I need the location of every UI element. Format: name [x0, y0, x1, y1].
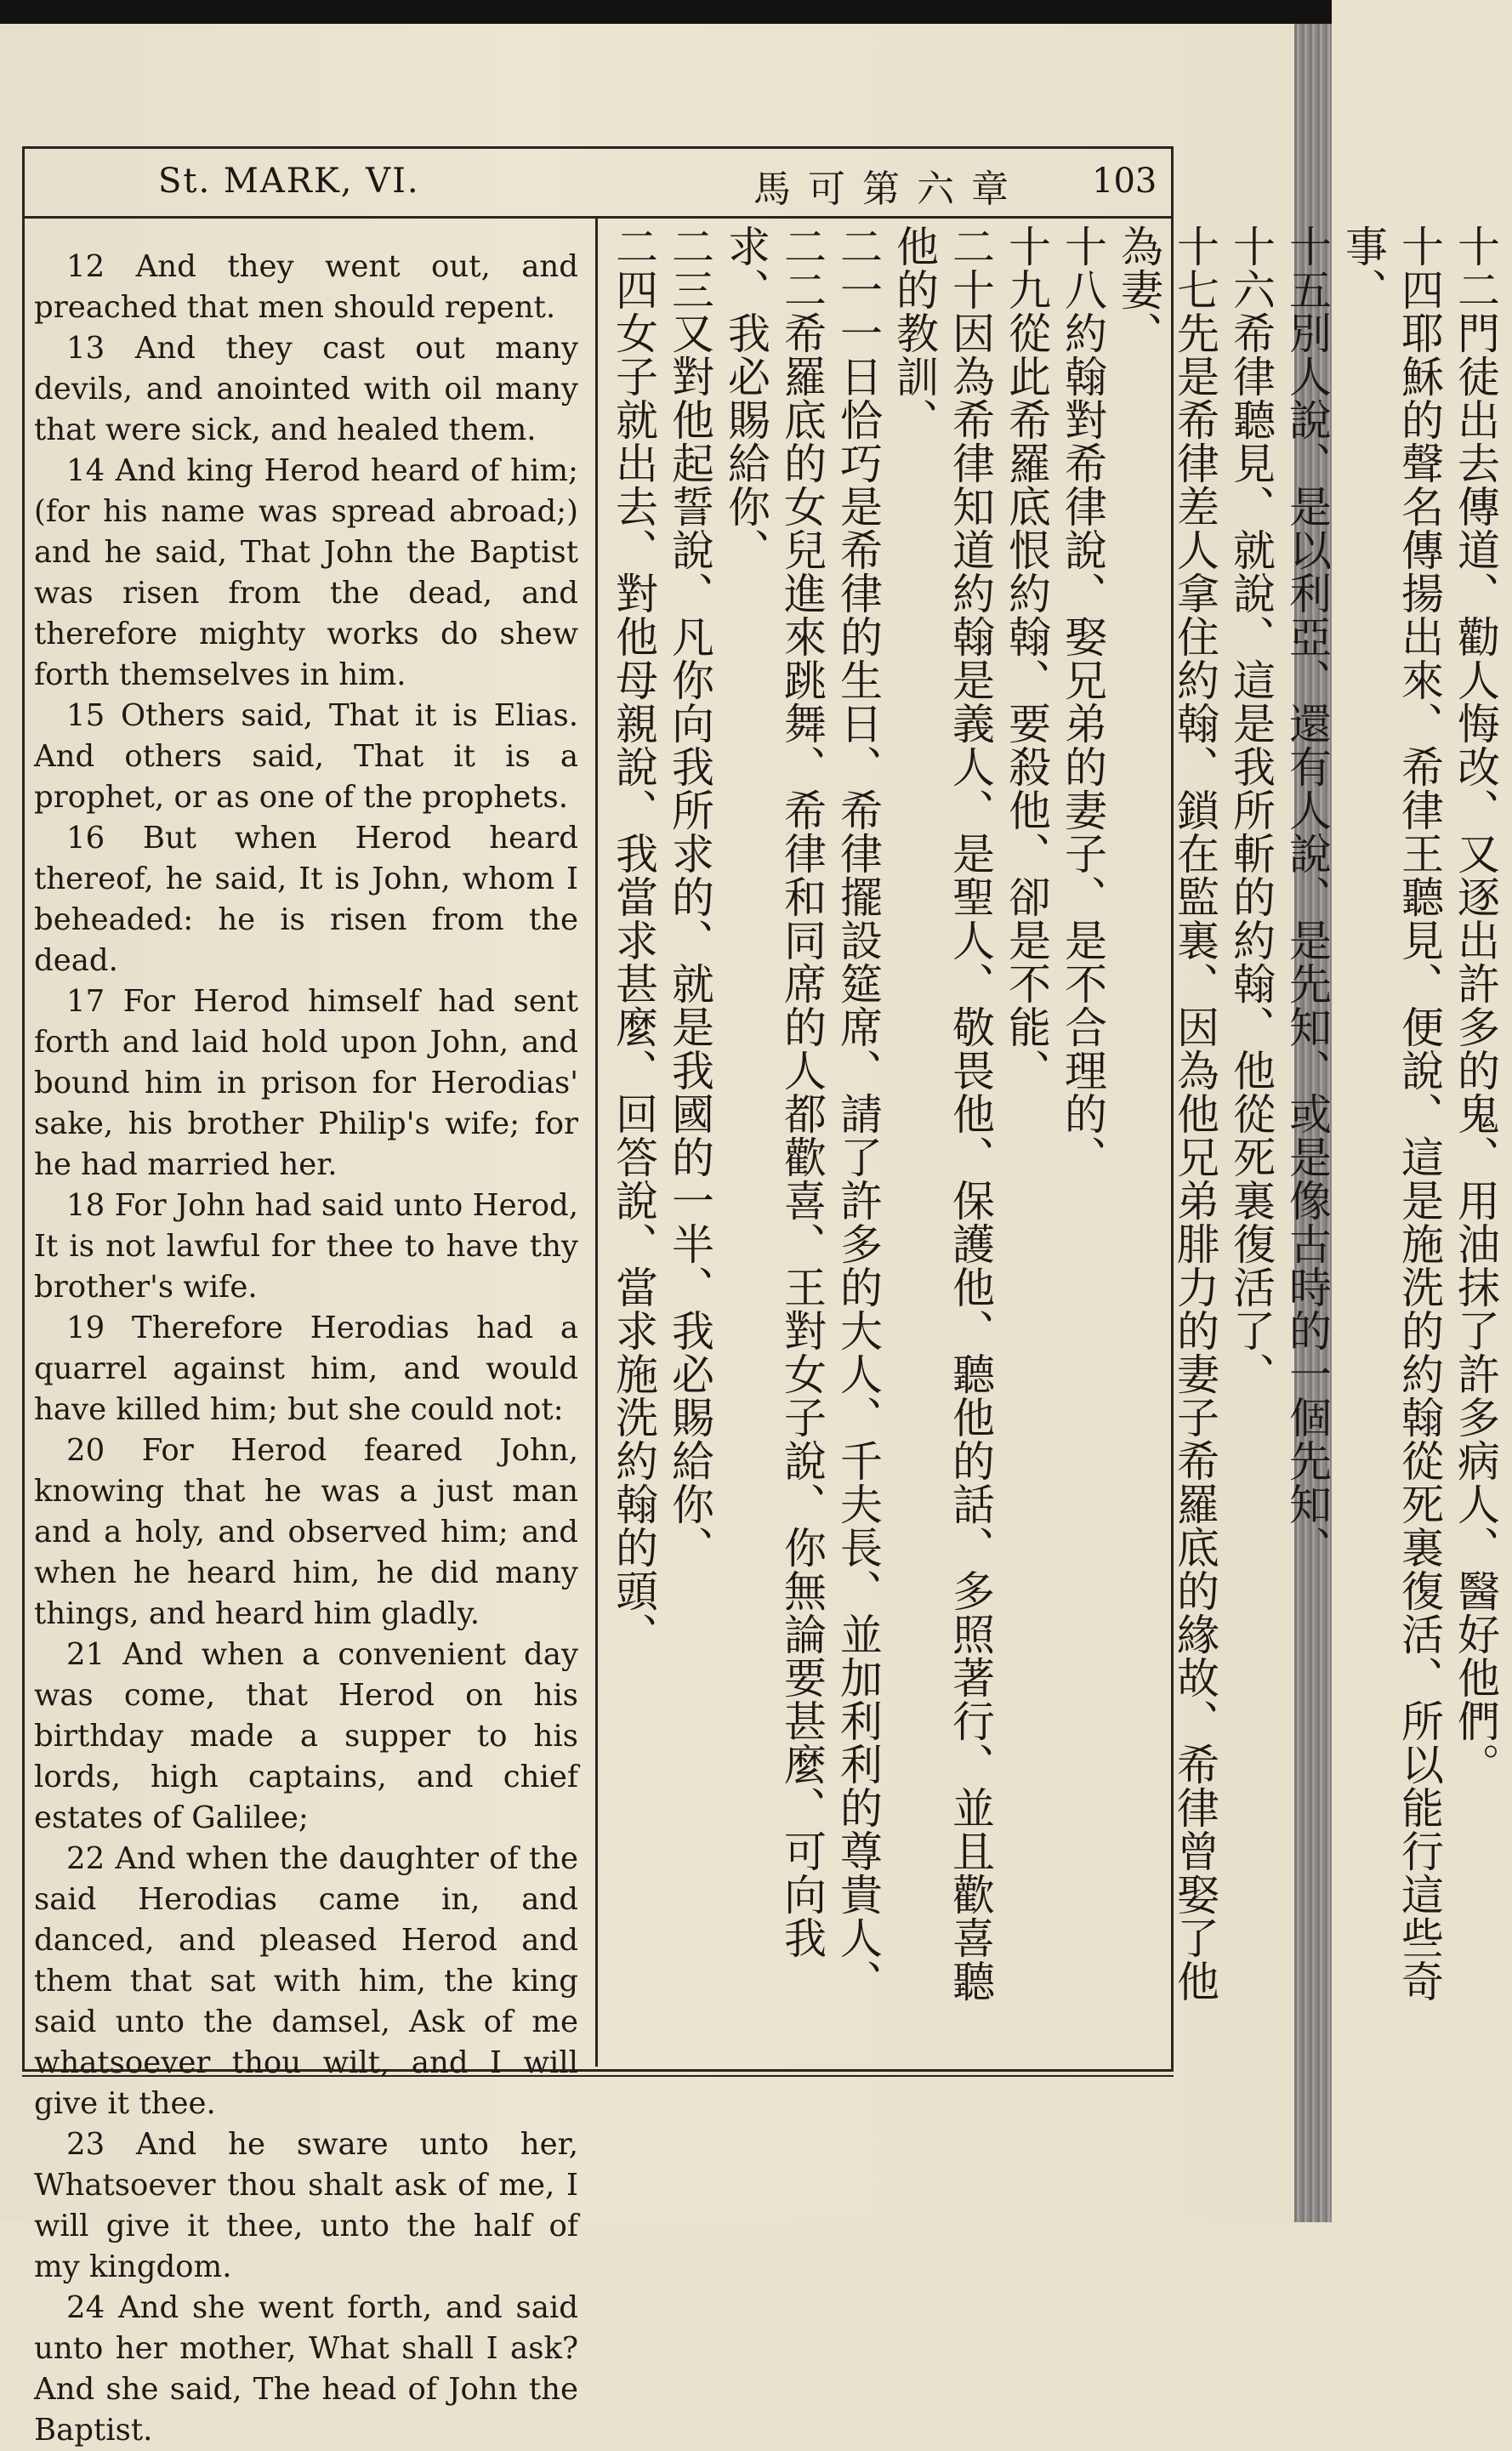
verse-21-en: 21 And when a convenient day was come, that Herod on his birthday made a supper to his lords, high captains, and chief estates of Galilee; [34, 1637, 578, 1835]
verse-24-en: 24 And she went forth, and said unto her mother, What shall I ask? And she said, The head of John the Baptist. [34, 2290, 578, 2448]
verse-14-en: 14 And king Herod heard of him; (for his name was spread abroad;) and he said, That John the Baptist was risen from the dead, and therefore mighty works do shew forth themselves in him. [34, 453, 578, 692]
chinese-column [605, 225, 1500, 2057]
zh-verse-23: 二三又對他起誓說、凡你向我所求的、就是我國的一半、我必賜給你、 [665, 225, 714, 1569]
verse-12-en: 12 And they went out, and preached that men should repent. [34, 249, 578, 325]
verse-18-en: 18 For John had said unto Herod, It is not lawful for thee to have thy brother's wife. [34, 1188, 578, 1305]
english-column [34, 247, 578, 2451]
zh-verse-24: 二四女子就出去、對他母親說、我當求甚麼、回答說、當求施洗約翰的頭、 [609, 225, 658, 1656]
zh-verse-21: 二一一日恰巧是希律的生日、希律擺設筵席、請了許多的大人、千夫長、並加利利的尊貴人、 [833, 225, 883, 2003]
scan-top-border [0, 0, 1332, 24]
verse-13-en: 13 And they cast out many devils, and anointed with oil many that were sick, and healed them. [34, 331, 578, 447]
header-title-chinese: 馬可第六章 [753, 168, 1026, 211]
zh-verse-19: 十九從此希羅底恨約翰、要殺他、卻是不能、 [1002, 225, 1051, 1092]
verse-17-en: 17 For Herod himself had sent forth and laid hold upon John, and bound him in prison for Herodias' sake, his brother Philip's wife; for he had married her. [34, 984, 578, 1182]
verse-23-en: 23 And he sware unto her, Whatsoever thou shalt ask of me, I will give it thee, unto the half of my kingdom. [34, 2127, 578, 2284]
zh-verse-20: 二十因為希律知道約翰是義人、是聖人、敬畏他、保護他、聽他的話、多照著行、並且歡喜聽他的教訓、 [890, 225, 995, 2003]
verse-15-en: 15 Others said, That it is Elias. And others said, That it is a prophet, or as one of the prophets. [34, 698, 578, 815]
header-title-english: St. MARK, VI. [158, 162, 420, 201]
zh-verse-14: 十四耶穌的聲名傳揚出來、希律王聽見、便說、這是施洗的約翰從死裏復活、所以能行這些奇事、 [1339, 225, 1444, 2003]
verse-22-en: 22 And when the daughter of the said Herodias came in, and danced, and pleased Herod and them that sat with him, the king said unto the damsel, Ask of me whatsoever thou wilt, and I will give it thee. [34, 1841, 578, 2121]
verse-16-en: 16 But when Herod heard thereof, he said, It is John, whom I beheaded: he is risen from the dead. [34, 821, 578, 978]
page-number: 103 [1092, 162, 1157, 201]
zh-verse-18: 十八約翰對希律說、娶兄弟的妻子、是不合理的、 [1058, 225, 1107, 1179]
verse-19-en: 19 Therefore Herodias had a quarrel against him, and would have killed him; but she could not: [34, 1311, 578, 1427]
zh-verse-22: 二二希羅底的女兒進來跳舞、希律和同席的人都歡喜、王對女子說、你無論要甚麼、可向我求、我必賜給你、 [721, 225, 827, 1959]
zh-verse-16: 十六希律聽見、就說、這是我所斬的約翰、他從死裏復活了、 [1226, 225, 1276, 1396]
chinese-text [605, 225, 1512, 2027]
verse-20-en: 20 For Herod feared John, knowing that he was a just man and a holy, and observed him; and when he heard him, he did many things, and heard him gladly. [34, 1433, 578, 1631]
zh-verses-12-13: 十二門徒出去傳道、勸人悔改、又逐出許多的鬼、用油抹了許多病人、醫好他們。 [1451, 225, 1500, 1786]
zh-verse-17: 十七先是希律差人拿住約翰、鎖在監裏、因為他兄弟腓力的妻子希羅底的緣故、希律曾娶了他為妻、 [1114, 225, 1219, 2003]
column-divider [595, 216, 598, 2067]
running-header [22, 146, 1174, 219]
zh-verse-15: 十五別人說、是以利亞、還有人說、是先知、或是像古時的一個先知、 [1282, 225, 1332, 1569]
